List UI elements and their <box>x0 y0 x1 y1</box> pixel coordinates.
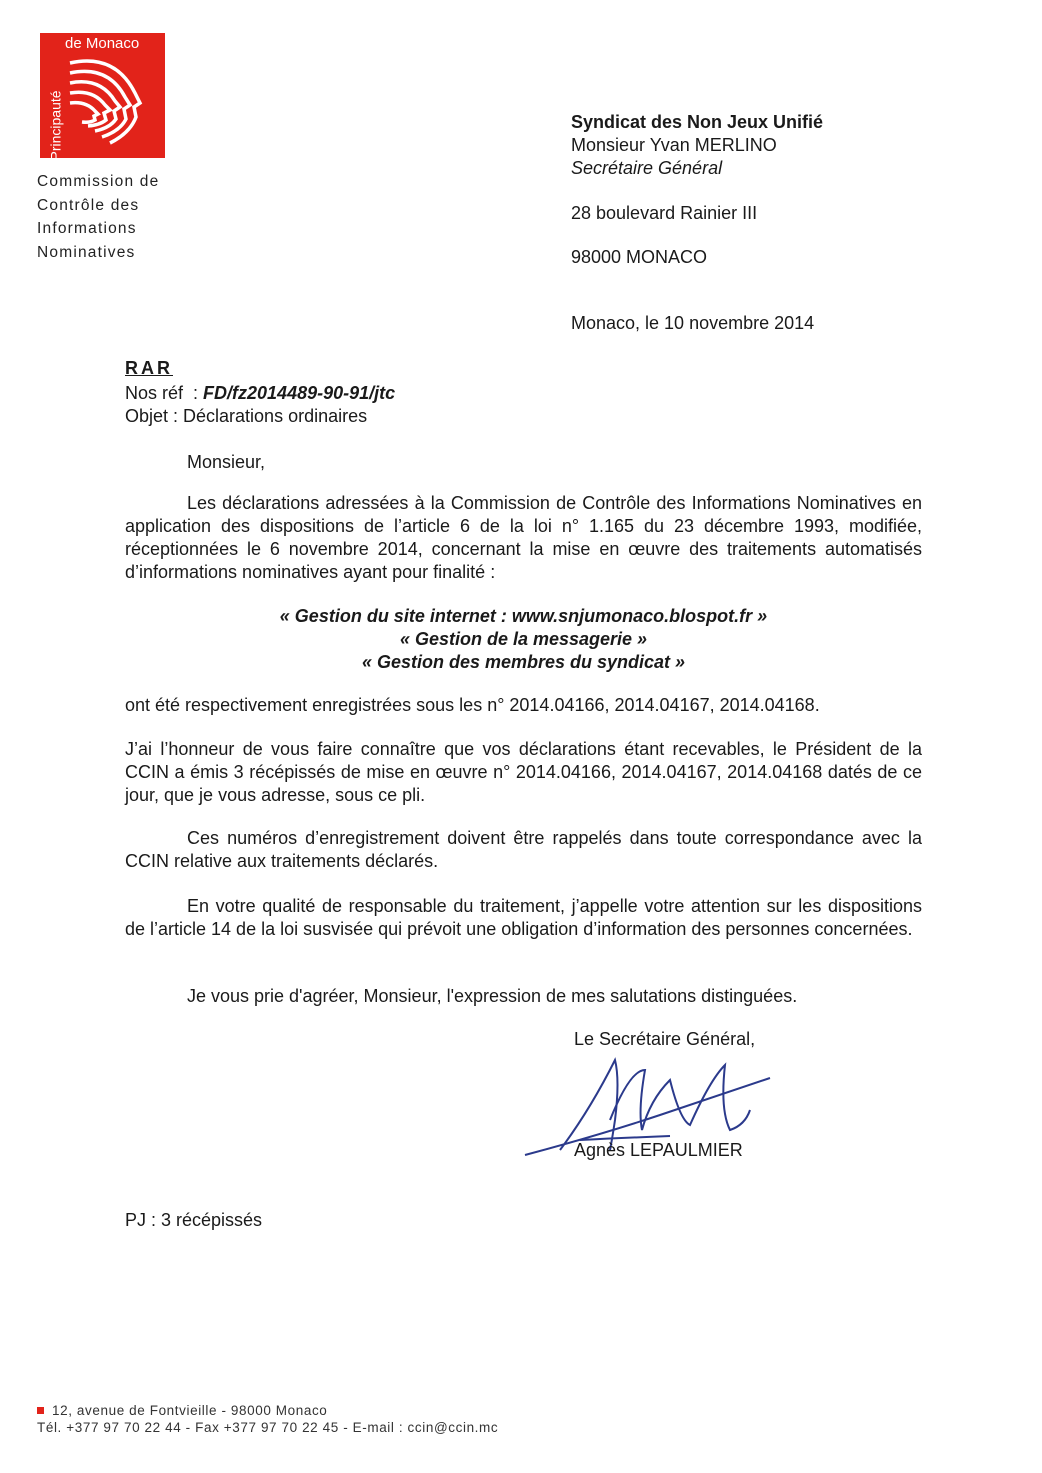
paragraph-text: Les déclarations adressées à la Commission de Contrôle des Informations Nominatives en application des dispositions de l’article 6 de la loi n° 1.165 du 23 décembre 1993, modifiée, réceptionnées le 6 novembre 2014, concernant la mise en œuvre des traitements automatisés d’informations nominatives ayant pour finalité : <box>125 493 922 582</box>
letter-date: Monaco, le 10 novembre 2014 <box>571 313 815 333</box>
closing: Je vous prie d'agréer, Monsieur, l'expression de mes salutations distinguées. <box>187 986 798 1006</box>
signatory-role: Le Secrétaire Général, <box>574 1029 756 1049</box>
signatory-name: Agnès LEPAULMIER <box>574 1140 743 1160</box>
recipient-org: Syndicat des Non Jeux Unifié <box>571 112 824 132</box>
paragraph-3: J’ai l’honneur de vous faire connaître que vos déclarations étant recevables, le Président de la CCIN a émis 3 récépissés de mise en œuvre n° 2014.04166, 2014.04167, 2014.04168 datés de ce jour, que je vous adresse, sous ce pli. <box>125 739 922 805</box>
sender-organization <box>37 170 159 264</box>
footer-address <box>37 1403 327 1418</box>
reference-value: FD/fz2014489-90-91/jtc <box>203 383 396 403</box>
logo-text-side: Principauté <box>47 90 64 161</box>
red-square-icon <box>37 1407 44 1414</box>
attachments: PJ : 3 récépissés <box>125 1210 263 1230</box>
paragraph-text: Ces numéros d’enregistrement doivent être rappelés dans toute correspondance avec la CCIN relative aux traitements déclarés. <box>125 828 922 871</box>
paragraph-2: ont été respectivement enregistrées sous les n° 2014.04166, 2014.04167, 2014.04168. <box>125 695 820 715</box>
paragraph-1 <box>125 492 922 584</box>
recipient-city: 98000 MONACO <box>571 247 708 267</box>
recipient-title: Secrétaire Général <box>571 158 723 178</box>
ccin-logo <box>40 33 165 161</box>
rar-label: RAR <box>125 358 173 378</box>
reference-label: Nos réf : <box>125 383 204 403</box>
subject: Objet : Déclarations ordinaires <box>125 406 368 426</box>
reference <box>125 382 395 405</box>
org-line: Nominatives <box>37 243 136 261</box>
paragraph-text: En votre qualité de responsable du traitement, j’appelle votre attention sur les dispositions de l’article 14 de la loi susvisée qui prévoit une obligation d’information des personnes concernées. <box>125 896 922 939</box>
logo-text-top: de Monaco <box>65 35 140 52</box>
recipient-street: 28 boulevard Rainier III <box>571 203 758 223</box>
org-line: Commission de <box>37 173 160 190</box>
org-line: Contrôle des <box>37 196 140 214</box>
purpose-2: « Gestion de la messagerie » <box>399 629 648 649</box>
recipient-name: Monsieur Yvan MERLINO <box>571 135 777 155</box>
footer-address-text: 12, avenue de Fontvieille - 98000 Monaco <box>52 1403 328 1418</box>
purpose-3: « Gestion des membres du syndicat » <box>361 652 686 672</box>
paragraph-5 <box>125 895 922 941</box>
footer-contact: Tél. +377 97 70 22 44 - Fax +377 97 70 22 45 - E-mail : ccin@ccin.mc <box>37 1420 499 1435</box>
purpose-1: « Gestion du site internet : www.snjumonaco.blospot.fr » <box>279 606 768 626</box>
salutation: Monsieur, <box>187 452 266 472</box>
paragraph-4 <box>125 827 922 873</box>
org-line: Informations <box>37 220 137 237</box>
